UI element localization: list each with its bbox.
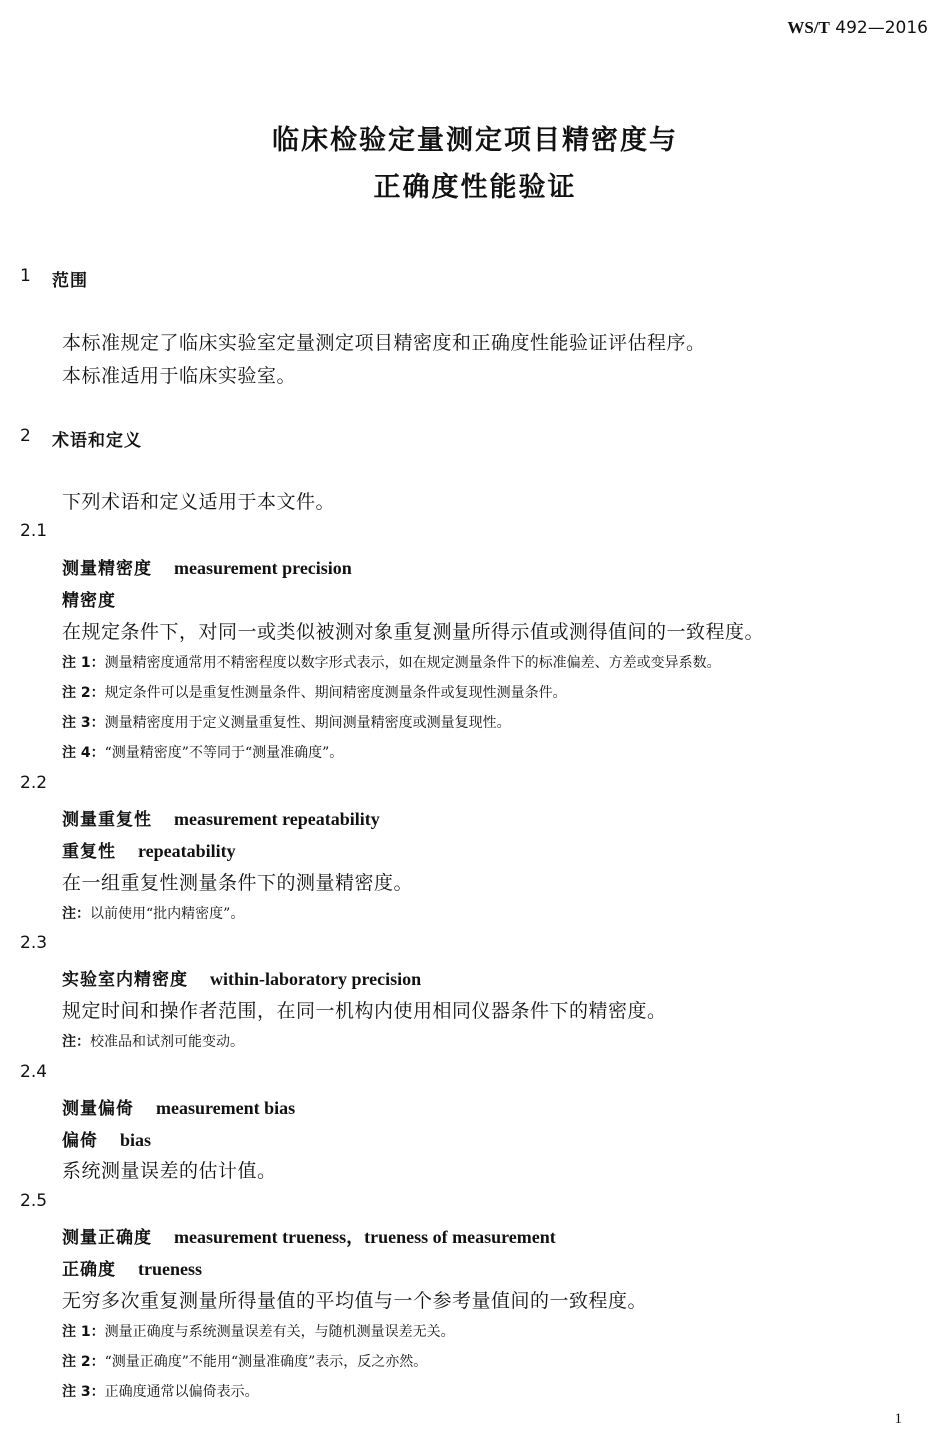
clause-2-5-note-2: [62, 1351, 427, 1371]
term-english: measurement trueness，trueness of measurement: [174, 1227, 556, 1247]
term-chinese: 测量正确度: [62, 1228, 152, 1248]
document-title-line1: 临床检验定量测定项目精密度与: [272, 125, 678, 156]
note-label: 注 2：: [62, 1354, 105, 1370]
note-label: 注 1：: [62, 655, 105, 671]
clause-2-2-synonym: [62, 837, 236, 862]
term-chinese: 偏倚: [62, 1131, 98, 1151]
note-label: 注：: [62, 1034, 90, 1050]
clause-2-1-number: 2.1: [20, 521, 48, 541]
term-chinese: 测量重复性: [62, 810, 152, 830]
page-number: 1: [894, 1411, 902, 1427]
note-label: 注 2：: [62, 685, 105, 701]
clause-2-1-note-2: [62, 682, 567, 702]
term-chinese: 测量偏倚: [62, 1099, 134, 1119]
note-text: 测量正确度与系统测量误差有关，与随机测量误差无关。: [104, 1324, 455, 1340]
term-chinese: 精密度: [62, 591, 116, 611]
note-text: 测量精密度用于定义测量重复性、期间测量精密度或测量复现性。: [104, 715, 511, 731]
note-label: 注 4：: [62, 745, 105, 761]
clause-2-3-definition: 规定时间和操作者范围，在同一机构内使用相同仪器条件下的精密度。: [62, 1000, 667, 1022]
clause-2-1-note-1: [62, 652, 721, 672]
term-english: trueness: [138, 1259, 202, 1279]
note-label: 注 3：: [62, 1384, 105, 1400]
term-english: within-laboratory precision: [210, 969, 422, 989]
term-english: repeatability: [138, 841, 236, 861]
clause-2-3-note: [62, 1031, 244, 1051]
term-english: measurement precision: [174, 558, 352, 578]
note-label: 注 3：: [62, 715, 105, 731]
clause-2-5-note-3: [62, 1381, 259, 1401]
term-english: measurement bias: [156, 1098, 296, 1118]
note-text: 规定条件可以是重复性测量条件、期间精密度测量条件或复现性测量条件。: [104, 685, 567, 701]
note-text: “测量精密度”不等同于“测量准确度”。: [104, 745, 344, 761]
clause-2-4-term: [62, 1094, 295, 1119]
standard-code-number: 492—2016: [835, 18, 928, 38]
clause-2-4-number: 2.4: [20, 1062, 48, 1082]
clause-2-5-synonym: [62, 1255, 202, 1280]
term-chinese: 测量精密度: [62, 559, 152, 579]
note-text: 正确度通常以偏倚表示。: [104, 1384, 259, 1400]
note-label: 注 1：: [62, 1324, 105, 1340]
clause-2-2-number: 2.2: [20, 773, 48, 793]
clause-2-2-note: [62, 903, 244, 923]
term-english: bias: [120, 1130, 152, 1150]
section-2-paragraph-1: 下列术语和定义适用于本文件。: [62, 491, 336, 513]
clause-2-4-definition: 系统测量误差的估计值。: [62, 1160, 277, 1182]
standard-code-prefix: WS/T: [787, 18, 830, 37]
term-chinese: 重复性: [62, 842, 116, 862]
clause-2-1-definition: 在规定条件下，对同一或类似被测对象重复测量所得示值或测得值间的一致程度。: [62, 621, 765, 643]
clause-2-3-term: [62, 965, 421, 990]
section-2-number: 2: [20, 426, 31, 446]
document-title-line2: 正确度性能验证: [373, 172, 577, 203]
note-text: 测量精密度通常用不精密程度以数字形式表示，如在规定测量条件下的标准偏差、方差或变异系数。: [104, 655, 721, 671]
note-label: 注：: [62, 906, 90, 922]
clause-2-4-synonym: [62, 1126, 151, 1151]
clause-2-2-definition: 在一组重复性测量条件下的测量精密度。: [62, 872, 414, 894]
clause-2-5-term: [62, 1223, 556, 1249]
clause-2-5-definition: 无穷多次重复测量所得量值的平均值与一个参考量值间的一致程度。: [62, 1290, 648, 1312]
note-text: 以前使用“批内精密度”。: [90, 906, 245, 922]
clause-2-2-term: [62, 805, 380, 830]
clause-2-5-note-1: [62, 1321, 455, 1341]
note-text: 校准品和试剂可能变动。: [90, 1034, 244, 1050]
section-1-paragraph-2: 本标准适用于临床实验室。: [62, 365, 297, 387]
section-1-number: 1: [20, 266, 31, 286]
section-1-paragraph-1: 本标准规定了临床实验室定量测定项目精密度和正确度性能验证评估程序。: [62, 332, 706, 354]
standard-code: [787, 18, 928, 38]
term-chinese: 正确度: [62, 1260, 116, 1280]
note-text: “测量正确度”不能用“测量准确度”表示，反之亦然。: [104, 1354, 428, 1370]
term-chinese: 实验室内精密度: [62, 970, 188, 990]
clause-2-5-number: 2.5: [20, 1191, 48, 1211]
section-1-title: 范围: [52, 271, 88, 291]
term-english: measurement repeatability: [174, 809, 380, 829]
clause-2-1-synonym: [62, 586, 116, 611]
clause-2-1-note-3: [62, 712, 511, 732]
clause-2-1-term: [62, 554, 352, 579]
clause-2-3-number: 2.3: [20, 933, 48, 953]
clause-2-1-note-4: [62, 742, 343, 762]
section-2-title: 术语和定义: [52, 431, 142, 451]
